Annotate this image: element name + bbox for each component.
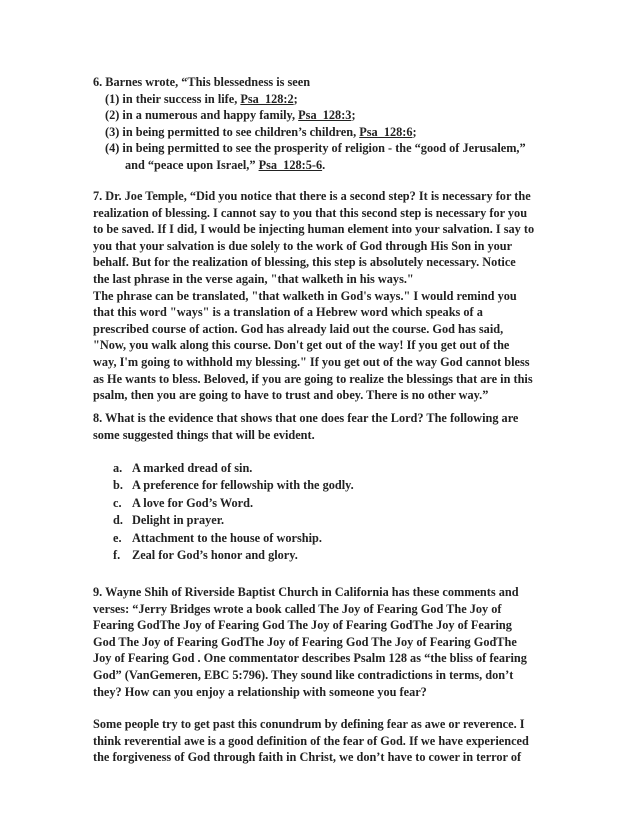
section-9-continued xyxy=(93,716,553,766)
paragraph-line: realization of blessing. I cannot say to you that this second step is necessary for you xyxy=(93,205,528,220)
item-text: (4) in being permitted to see the prosperity of religion - the “good of Jerusalem,” xyxy=(105,141,526,156)
paragraph-line: God” (VanGemeren, EBC 5:796). They sound like contradictions in terms, don’t xyxy=(93,667,514,682)
paragraph-line: the forgiveness of God through faith in Christ, we don’t have to cower in terror of xyxy=(93,750,522,765)
section-6-item xyxy=(93,91,553,108)
section-6-heading: 6. Barnes wrote, “This blessedness is seen xyxy=(93,75,311,89)
item-text: (1) in their success in life, xyxy=(105,91,241,106)
list-item xyxy=(113,512,553,529)
paragraph-line: 8. What is the evidence that shows that one does fear the Lord? The following are xyxy=(93,411,519,425)
paragraph-line: psalm, then you are going to have to trust and obey. There is no other way.” xyxy=(93,388,489,403)
evidence-list xyxy=(113,460,553,564)
list-text: A love for God’s Word. xyxy=(132,495,254,510)
paragraph-line: as He wants to bless. Beloved, if you are going to realize the blessings that are in this xyxy=(93,371,533,386)
section-6-item-continued xyxy=(93,157,553,174)
scripture-link[interactable]: Psa_128:2 xyxy=(240,91,294,106)
paragraph-line: God The Joy of Fearing GodThe Joy of Fearing God The Joy of Fearing GodThe xyxy=(93,634,517,649)
item-punct: ; xyxy=(351,108,356,123)
list-label: f. xyxy=(113,547,121,562)
paragraph-line: Fearing GodThe Joy of Fearing God The Joy of Fearing GodThe Joy of Fearing xyxy=(93,618,512,633)
list-label: e. xyxy=(113,530,122,545)
list-item xyxy=(113,495,553,512)
list-item xyxy=(113,547,553,564)
paragraph-line: Some people try to get past this conundrum by defining fear as awe or reverence. I xyxy=(93,717,525,731)
section-7 xyxy=(93,188,553,404)
paragraph-line: to be saved. If I did, I would be injecting human element into your salvation. I say to xyxy=(93,222,535,237)
paragraph-line: some suggested things that will be evident. xyxy=(93,427,315,442)
paragraph-line: the last phrase in the verse again, "that walketh in his ways." xyxy=(93,271,414,286)
list-item xyxy=(113,477,553,494)
paragraph-line: "Now, you walk along this course. Don't get out of the way! If you get out of the xyxy=(93,338,510,353)
section-6-item xyxy=(93,124,553,141)
paragraph-line: The phrase can be translated, "that walketh in God's ways." I would remind you xyxy=(93,288,517,303)
list-label: a. xyxy=(113,461,123,475)
scripture-link[interactable]: Psa_128:3 xyxy=(298,108,352,123)
list-label: b. xyxy=(113,478,123,493)
section-8 xyxy=(93,410,553,443)
paragraph-line: behalf. But for the realization of blessing, this step is absolutely necessary. Notice xyxy=(93,255,516,270)
section-6-item xyxy=(93,107,553,124)
paragraph-line: way, I'm going to withhold my blessing." If you get out of the way God cannot bless xyxy=(93,354,530,369)
paragraph-line: they? How can you enjoy a relationship with someone you fear? xyxy=(93,684,427,699)
item-punct: ; xyxy=(293,91,298,106)
paragraph-line: verses: “Jerry Bridges wrote a book called The Joy of Fearing God The Joy of xyxy=(93,601,502,616)
item-punct: ; xyxy=(412,124,417,139)
item-text: (3) in being permitted to see children’s children, xyxy=(105,124,360,139)
list-item xyxy=(113,530,553,547)
item-text: and “peace upon Israel,” xyxy=(125,157,259,172)
section-6-item xyxy=(93,140,553,157)
paragraph-line: you that your salvation is due solely to the work of God through His Son in your xyxy=(93,238,513,253)
item-text: (2) in a numerous and happy family, xyxy=(105,108,299,123)
scripture-link[interactable]: Psa_128:5-6 xyxy=(258,157,323,172)
section-9 xyxy=(93,584,553,700)
item-punct: . xyxy=(322,157,326,172)
paragraph-line: 9. Wayne Shih of Riverside Baptist Church in California has these comments and xyxy=(93,585,519,599)
list-text: A marked dread of sin. xyxy=(132,461,253,475)
section-6 xyxy=(93,74,553,174)
scripture-link[interactable]: Psa_128:6 xyxy=(359,124,413,139)
list-text: Attachment to the house of worship. xyxy=(132,530,322,545)
paragraph-line: Joy of Fearing God . One commentator describes Psalm 128 as “the bliss of fearing xyxy=(93,651,527,666)
list-text: Zeal for God’s honor and glory. xyxy=(132,547,298,562)
list-text: A preference for fellowship with the godly. xyxy=(132,478,354,493)
paragraph-line: prescribed course of action. God has already laid out the course. God has said, xyxy=(93,321,504,336)
paragraph-line: that this word "ways" is a translation of a Hebrew word which speaks of a xyxy=(93,305,483,320)
list-label: c. xyxy=(113,495,122,510)
list-item xyxy=(113,460,553,477)
paragraph-line: think reverential awe is a good definition of the fear of God. If we have experienced xyxy=(93,733,529,748)
list-text: Delight in prayer. xyxy=(132,513,225,528)
list-label: d. xyxy=(113,513,123,528)
paragraph-line: 7. Dr. Joe Temple, “Did you notice that there is a second step? It is necessary for the xyxy=(93,189,531,203)
